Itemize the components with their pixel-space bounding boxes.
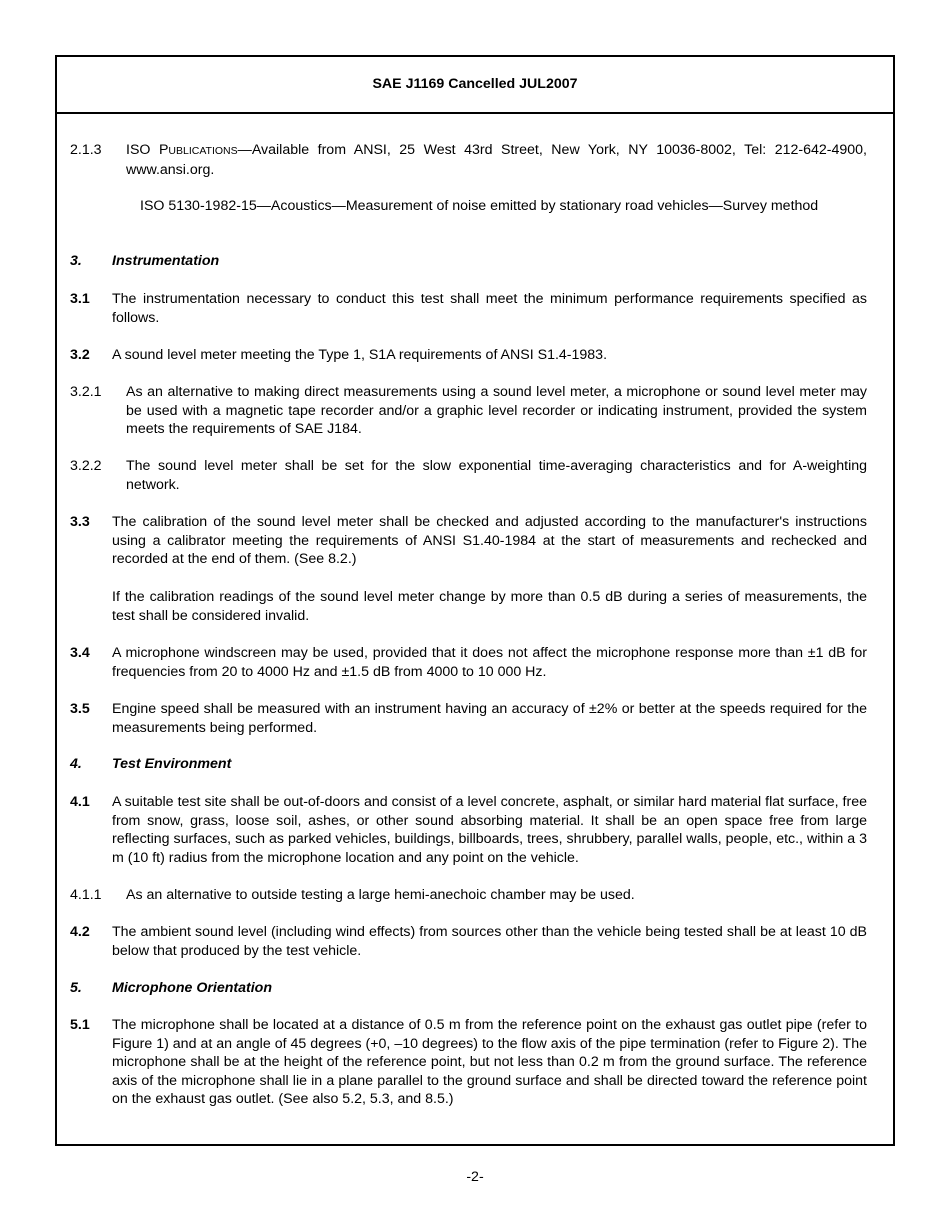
- section-number: 3.2.1: [70, 384, 102, 400]
- section-title: Instrumentation: [112, 253, 220, 269]
- standard-reference: ISO 5130-1982-15—Acoustics—Measurement of noise emitted by stationary road vehicles—Survey method: [140, 198, 819, 214]
- section-text: The sound level meter shall be set for the slow exponential time-averaging characteristics and for A-weighting network.: [126, 458, 867, 493]
- section-3-3-note: If the calibration readings of the sound level meter change by more than 0.5 dB during a series of measurements, the test shall be considered invalid.: [112, 589, 867, 624]
- section-text: As an alternative to outside testing a large hemi-anechoic chamber may be used.: [126, 887, 635, 903]
- section-5-heading: [70, 979, 867, 998]
- section-2-1-3: [70, 141, 867, 179]
- page-number: -2-: [466, 1169, 484, 1185]
- document-title: SAE J1169 Cancelled JUL2007: [372, 76, 578, 92]
- section-3-2: [70, 346, 867, 365]
- document-header: [57, 57, 893, 114]
- section-number: 3.2.2: [70, 458, 102, 474]
- section-3-4: [70, 644, 867, 681]
- section-number: 3.3: [70, 514, 90, 530]
- section-text: A suitable test site shall be out-of-doors and consist of a level concrete, asphalt, or similar hard material flat surface, free from snow, grass, loose soil, ashes, or other sound absorbing material. It shall be an open space free from large reflecting surfaces, such as parked vehicles, buildings, billboards, trees, shrubbery, parallel walls, people, etc., within a 3 m (10 ft) radius from the microphone location and any point on the vehicle.: [112, 794, 867, 866]
- section-5-1: [70, 1016, 867, 1109]
- section-4-1: [70, 793, 867, 867]
- section-text: A microphone windscreen may be used, provided that it does not affect the microphone response more than ±1 dB for frequencies from 20 to 4000 Hz and ±1.5 dB from 4000 to 10 000 Hz.: [112, 645, 867, 680]
- section-text: The calibration of the sound level meter shall be checked and adjusted according to the manufacturer's instructions using a calibrator meeting the requirements of ANSI S1.40-1984 at the start of measurements and rechecked and recorded at the end of them. (See 8.2.): [112, 514, 867, 568]
- section-title: Test Environment: [112, 756, 232, 772]
- section-number: 2.1.3: [70, 142, 102, 158]
- section-number: 4.1.1: [70, 887, 102, 903]
- section-text: Engine speed shall be measured with an instrument having an accuracy of ±2% or better at the speeds required for the measurements being performed.: [112, 701, 867, 736]
- section-text: The instrumentation necessary to conduct this test shall meet the minimum performance requirements specified as follows.: [112, 291, 867, 326]
- section-3-2-1: [70, 383, 867, 439]
- section-3-5: [70, 700, 867, 737]
- section-text: The microphone shall be located at a distance of 0.5 m from the reference point on the exhaust gas outlet pipe (refer to Figure 1) and at an angle of 45 degrees (+0, –10 degrees) to the flow axis of the pipe termination (refer to Figure 2). The microphone shall be at the height of the reference point, but not less than 0.2 m from the ground surface. The reference axis of the microphone shall lie in a plane parallel to the ground surface and shall be directed toward the reference point on the exhaust gas outlet. (See also 5.2, 5.3, and 8.5.): [112, 1017, 867, 1108]
- section-number: 3.: [70, 253, 82, 269]
- section-3-2-2: [70, 457, 867, 494]
- section-4-2: [70, 923, 867, 960]
- section-number: 3.5: [70, 701, 90, 717]
- section-number: 4.: [70, 756, 82, 772]
- section-number: 5.: [70, 980, 82, 996]
- section-4-1-1: [70, 886, 867, 905]
- section-text: A sound level meter meeting the Type 1, S1A requirements of ANSI S1.4-1983.: [112, 347, 608, 363]
- section-number: 5.1: [70, 1017, 90, 1033]
- section-3-1: [70, 290, 867, 327]
- section-number: 3.2: [70, 347, 90, 363]
- section-number: 3.1: [70, 291, 90, 307]
- section-text: ISO PUBLICATIONS—Available from ANSI, 25 West 43rd Street, New York, NY 10036-8002, Tel: 212-642-4900, www.ansi.org.: [126, 142, 867, 178]
- section-number: 3.4: [70, 645, 90, 661]
- section-title: Microphone Orientation: [112, 980, 273, 996]
- section-number: 4.2: [70, 924, 90, 940]
- section-3-3: [70, 513, 867, 569]
- section-text: The ambient sound level (including wind effects) from sources other than the vehicle being tested shall be at least 10 dB below that produced by the test vehicle.: [112, 924, 867, 959]
- section-3-heading: [70, 252, 867, 271]
- section-text: As an alternative to making direct measurements using a sound level meter, a microphone or sound level meter may be used with a magnetic tape recorder and/or a graphic level recorder or indicating instrument, provided the system meets the requirements of SAE J184.: [126, 384, 867, 438]
- section-4-heading: [70, 755, 867, 774]
- section-number: 4.1: [70, 794, 90, 810]
